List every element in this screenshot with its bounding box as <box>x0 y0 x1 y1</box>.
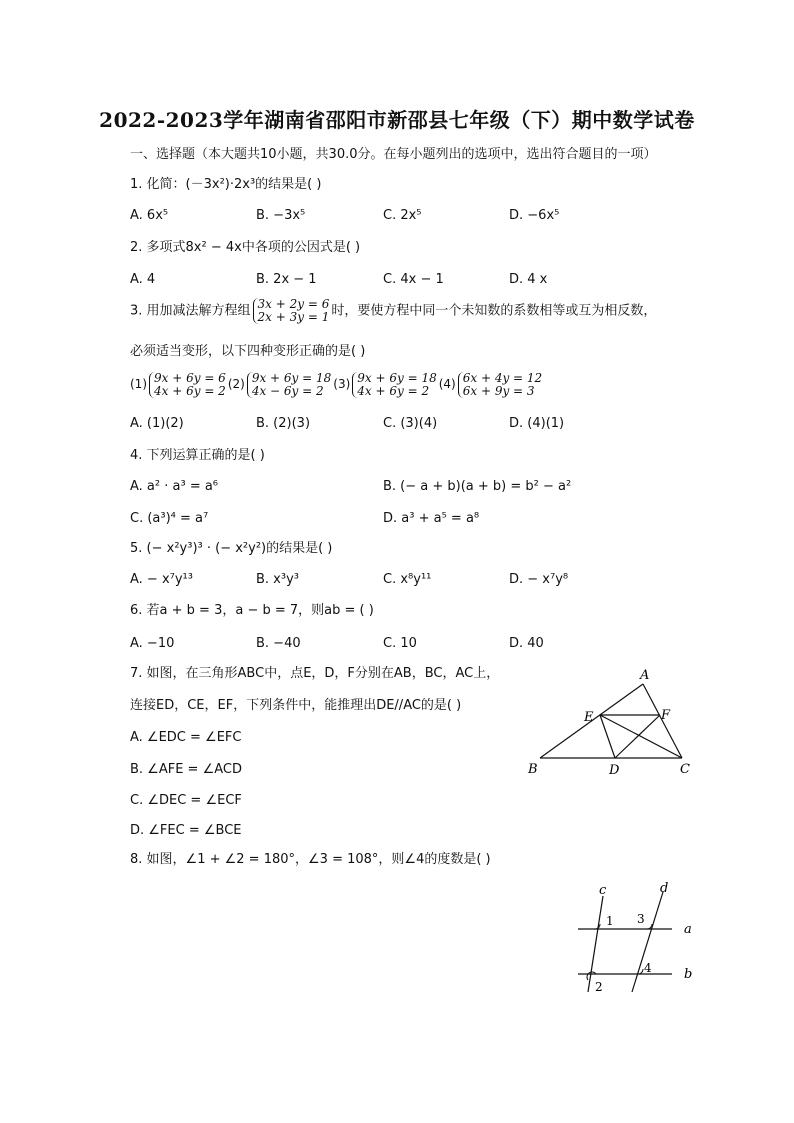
question-1: 1. 化简：(－3x²)·2x³的结果是( ) <box>130 177 322 192</box>
q7-label-f: F <box>661 708 671 723</box>
q7-triangle-figure <box>520 662 700 780</box>
q6-option-b[interactable]: B. −40 <box>256 636 301 651</box>
q2-option-d[interactable]: D. 4 x <box>509 272 548 287</box>
q7-option-b[interactable]: B. ∠AFE = ∠ACD <box>130 762 242 777</box>
q7-label-a: A <box>640 668 650 683</box>
q3-t3 <box>352 372 436 398</box>
q3-system <box>253 298 330 324</box>
q8-angle-4-arc <box>639 969 643 974</box>
q8-line-d <box>632 892 663 992</box>
q3-system-eq1: 3x + 2y = 6 <box>257 297 330 311</box>
q3-system-eq2: 2x + 3y = 1 <box>257 310 330 324</box>
q3-t4-eq2: 6x + 9y = 3 <box>462 383 535 398</box>
q6-option-c[interactable]: C. 10 <box>383 636 417 651</box>
q2-option-b[interactable]: B. 2x − 1 <box>256 272 317 287</box>
q3-t1 <box>149 372 226 398</box>
q5-option-c[interactable]: C. x⁸y¹¹ <box>383 572 432 587</box>
q3-t2 <box>247 372 331 398</box>
question-8: 8. 如图，∠1 + ∠2 = 180°，∠3 = 108°，则∠4的度数是( ) <box>130 852 491 867</box>
q7-option-c[interactable]: C. ∠DEC = ∠ECF <box>130 793 242 808</box>
q8-label-a: a <box>684 922 692 937</box>
q3-option-c[interactable]: C. (3)(4) <box>383 416 438 431</box>
q3-t1-eq2: 4x + 6y = 2 <box>154 383 226 398</box>
q3-option-d[interactable]: D. (4)(1) <box>509 416 565 431</box>
q3-t2-eq1: 9x + 6y = 18 <box>251 370 332 385</box>
q6-option-d[interactable]: D. 40 <box>509 636 544 651</box>
q3-t3-eq2: 4x + 6y = 2 <box>357 383 430 398</box>
q4-option-a[interactable]: A. a² · a³ = a⁶ <box>130 479 219 494</box>
q3-transforms <box>130 370 544 398</box>
q4-option-c[interactable]: C. (a³)⁴ = a⁷ <box>130 511 209 526</box>
q3-text-a: 3. 用加减法解方程组 <box>130 303 251 319</box>
q8-label-d: d <box>660 881 669 896</box>
q7-label-b: B <box>528 762 538 777</box>
q8-parallel-lines-figure <box>570 878 710 998</box>
q7-label-e: E <box>584 710 594 725</box>
q3-t4-eq1: 6x + 4y = 12 <box>462 370 543 385</box>
page-title: 2022-2023学年湖南省邵阳市新邵县七年级（下）期中数学试卷 <box>99 108 695 132</box>
question-2: 2. 多项式8x² − 4x中各项的公因式是( ) <box>130 240 361 255</box>
q3-t1-eq1: 9x + 6y = 6 <box>154 370 226 385</box>
q3-t2-label: (2) <box>227 377 245 391</box>
q3-text-b: 时，要使方程中同一个未知数的系数相等或互为相反数， <box>331 303 657 319</box>
q7-label-d: D <box>609 763 620 778</box>
q3-t4 <box>458 372 542 398</box>
q1-option-d[interactable]: D. −6x⁵ <box>509 208 560 223</box>
q1-option-b[interactable]: B. −3x⁵ <box>256 208 306 223</box>
q8-angle-3-arc <box>646 924 652 929</box>
q1-option-a[interactable]: A. 6x⁵ <box>130 208 169 223</box>
q4-option-d[interactable]: D. a³ + a⁵ = a⁸ <box>383 511 480 526</box>
q8-angle-4-label: 4 <box>644 961 652 975</box>
question-6: 6. 若a + b = 3，a − b = 7，则ab = ( ) <box>130 603 374 618</box>
q8-line-c <box>588 896 603 992</box>
q3-t1-label: (1) <box>130 377 147 391</box>
q4-option-b[interactable]: B. (− a + b)(a + b) = b² − a² <box>383 479 572 494</box>
q3-t3-eq1: 9x + 6y = 18 <box>357 370 437 385</box>
q5-option-b[interactable]: B. x³y³ <box>256 572 299 587</box>
question-7-cont: 连接ED，CE，EF，下列条件中，能推理出DE//AC的是( ) <box>130 698 462 713</box>
q2-option-a[interactable]: A. 4 <box>130 272 156 287</box>
q8-label-b: b <box>684 967 693 982</box>
q8-label-c: c <box>599 883 607 898</box>
q6-option-a[interactable]: A. −10 <box>130 636 175 651</box>
q2-option-c[interactable]: C. 4x − 1 <box>383 272 444 287</box>
q7-label-c: C <box>680 762 690 777</box>
q5-option-d[interactable]: D. − x⁷y⁸ <box>509 572 569 587</box>
q7-option-d[interactable]: D. ∠FEC = ∠BCE <box>130 823 242 838</box>
q7-option-a[interactable]: A. ∠EDC = ∠EFC <box>130 730 242 745</box>
q7-segment-df <box>615 715 660 758</box>
question-4: 4. 下列运算正确的是( ) <box>130 448 265 463</box>
question-7: 7. 如图，在三角形ABC中，点E，D，F分别在AB，BC，AC上， <box>130 666 500 681</box>
q8-angle-1-label: 1 <box>606 914 614 928</box>
question-5: 5. (− x²y³)³ · (− x²y²)的结果是( ) <box>130 541 333 556</box>
question-3-cont: 必须适当变形，以下四种变形正确的是( ) <box>130 344 366 359</box>
q3-t4-label: (4) <box>438 377 456 391</box>
section-heading: 一、选择题（本大题共10小题，共30.0分。在每小题列出的选项中，选出符合题目的一项） <box>130 147 657 162</box>
question-3 <box>130 298 656 325</box>
q5-option-a[interactable]: A. − x⁷y¹³ <box>130 572 193 587</box>
q8-angle-3-label: 3 <box>637 912 645 926</box>
q3-t2-eq2: 4x − 6y = 2 <box>251 383 324 398</box>
q3-option-b[interactable]: B. (2)(3) <box>256 416 311 431</box>
q1-option-c[interactable]: C. 2x⁵ <box>383 208 422 223</box>
q8-angle-2-label: 2 <box>595 980 603 994</box>
q3-option-a[interactable]: A. (1)(2) <box>130 416 184 431</box>
q3-t3-label: (3) <box>333 377 351 391</box>
